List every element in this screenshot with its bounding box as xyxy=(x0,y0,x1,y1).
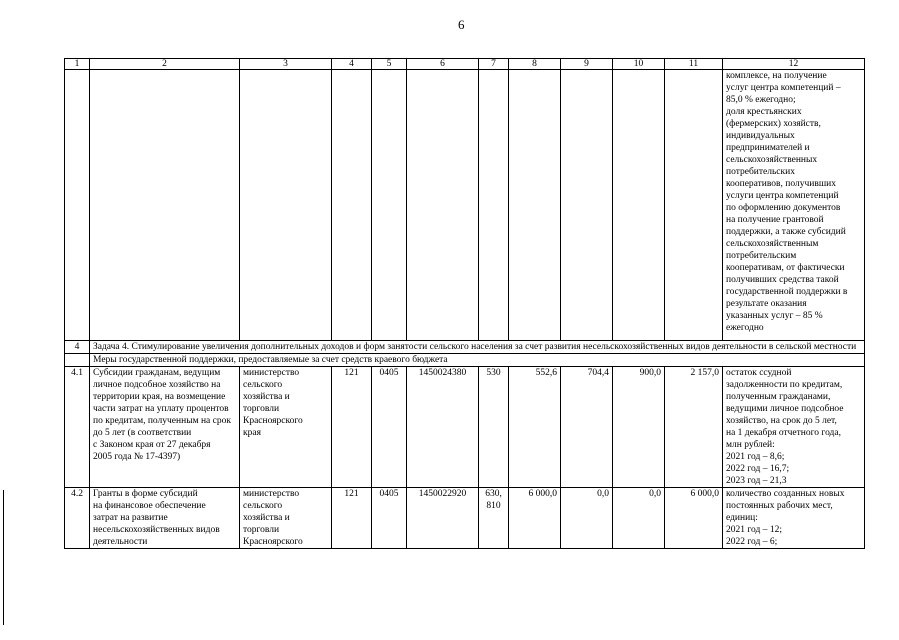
expected-result: количество созданных новых постоянных рабочих мест, единиц: 2021 год – 12; 2022 год – 6; xyxy=(723,488,865,549)
header-cell: 6 xyxy=(407,59,479,70)
amount-total: 6 000,0 xyxy=(665,488,723,549)
header-cell: 7 xyxy=(479,59,509,70)
measure-name: Гранты в форме субсидий на финансовое обеспечение затрат на развитие несельскохозяйственных видов деятельности xyxy=(90,488,240,549)
header-row xyxy=(65,59,865,70)
header-cell: 5 xyxy=(372,59,407,70)
measures-title: Меры государственной поддержки, предоставляемые за счет средств краевого бюджета xyxy=(90,354,865,367)
measures-row xyxy=(65,354,865,367)
header-cell: 9 xyxy=(561,59,613,70)
amount-2023: 0,0 xyxy=(613,488,665,549)
task-number: 4 xyxy=(65,341,90,354)
code-grbs: 121 xyxy=(332,367,372,488)
header-cell: 11 xyxy=(665,59,723,70)
code-grbs: 121 xyxy=(332,488,372,549)
header-cell: 4 xyxy=(332,59,372,70)
expected-result: остаток ссудной задолженности по кредитам, полученным гражданами, ведущими личное подсобное хозяйство, на срок до 5 лет, на 1 декабря отчетного года, млн рублей: 2021 год – 8,6; 2022 год – 16,7; 2023 год – 21,3 xyxy=(723,367,865,488)
task-row xyxy=(65,341,865,354)
measure-name: Субсидии гражданам, ведущим личное подсобное хозяйство на территории края, на возмещение части затрат на уплату процентов по кредитам, полученным на срок до 5 лет (в соответствии с Законом края от 27 декабря 2005 года № 17-4397) xyxy=(90,367,240,488)
continuation-row xyxy=(65,70,865,341)
header-cell: 3 xyxy=(240,59,332,70)
margin-line xyxy=(3,490,4,625)
table-row xyxy=(65,367,865,488)
amount-2023: 900,0 xyxy=(613,367,665,488)
amount-2022: 704,4 xyxy=(561,367,613,488)
amount-2022: 0,0 xyxy=(561,488,613,549)
header-cell: 10 xyxy=(613,59,665,70)
task-text: Задача 4. Стимулирование увеличения дополнительных доходов и форм занятости сельского населения за счет развития несельскохозяйственных видов деятельности в сельской местности xyxy=(90,341,865,354)
header-cell: 8 xyxy=(509,59,561,70)
table-row xyxy=(65,488,865,549)
code-section: 0405 xyxy=(372,367,407,488)
code-target: 1450024380 xyxy=(407,367,479,488)
program-table xyxy=(64,58,865,549)
row-number: 4.1 xyxy=(65,367,90,488)
row-number: 4.2 xyxy=(65,488,90,549)
page-number: 6 xyxy=(458,17,465,32)
ministry: министерство сельского хозяйства и торговли Красноярского края xyxy=(240,367,332,488)
code-expense: 530 xyxy=(479,367,509,488)
continuation-text: комплексе, на получение услуг центра компетенций – 85,0 % ежегодно; доля крестьянских (фермерских) хозяйств, индивидуальных предпринимателей и сельскохозяйственных потребительских кооперативов, получивших услуги центра компетенций по оформлению документов на получение грантовой поддержки, а также субсидий сельскохозяйственным потребительским кооперативам, от фактически получивших средства такой государственной поддержки в результате оказания указанных услуг – 85 % ежегодно xyxy=(723,70,865,341)
amount-2021: 6 000,0 xyxy=(509,488,561,549)
code-target: 1450022920 xyxy=(407,488,479,549)
amount-total: 2 157,0 xyxy=(665,367,723,488)
amount-2021: 552,6 xyxy=(509,367,561,488)
code-section: 0405 xyxy=(372,488,407,549)
header-cell: 1 xyxy=(65,59,90,70)
header-cell: 12 xyxy=(723,59,865,70)
header-cell: 2 xyxy=(90,59,240,70)
code-expense: 630, 810 xyxy=(479,488,509,549)
ministry: министерство сельского хозяйства и торговли Красноярского xyxy=(240,488,332,549)
